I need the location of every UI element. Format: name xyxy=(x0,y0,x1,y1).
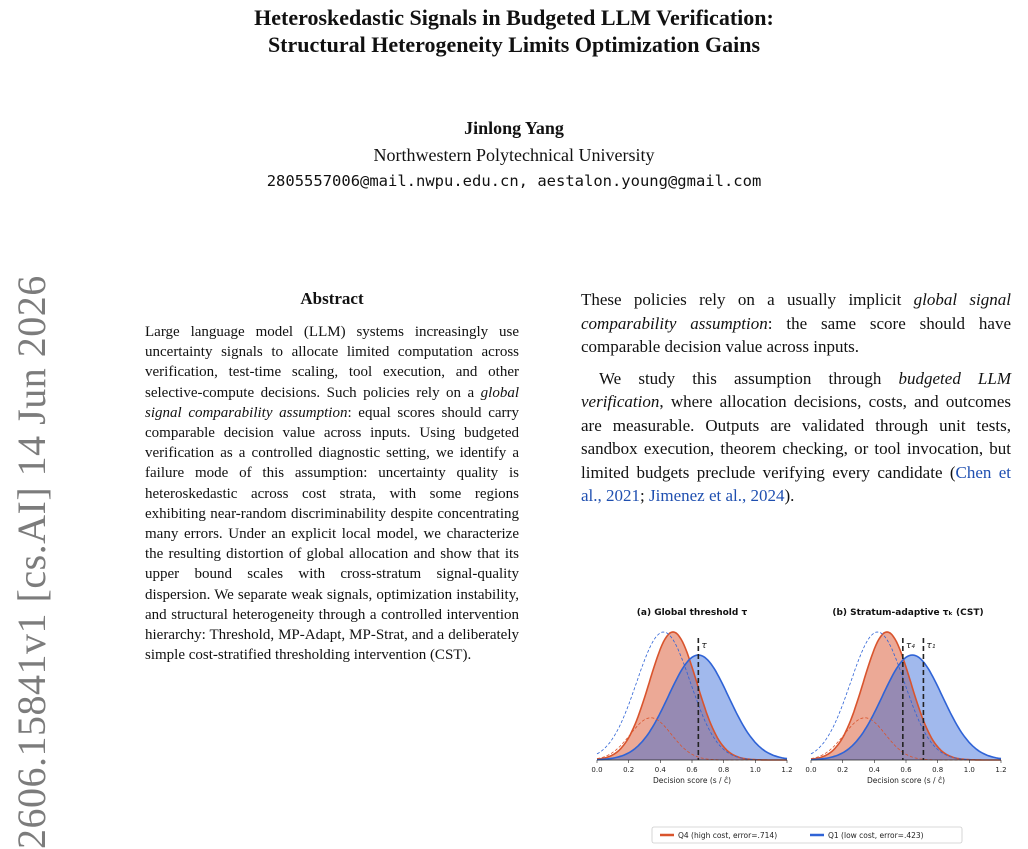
intro-emphasis-2: budgeted LLM verification xyxy=(581,368,1011,411)
intro-text-2b: , where allocation decisions, costs, and outcomes are measurable. Outputs are validated through unit tests, sandbox execution, theorem checking, or tool invocation, but limited budgets preclude verifying every candidate ( xyxy=(581,392,1011,482)
panel-a-xtick-label: 0.8 xyxy=(718,766,730,774)
panel-b-x-label: Decision score (s / ĉ) xyxy=(866,776,946,785)
author-emails: 2805557006@mail.nwpu.edu.cn, aestalon.young@gmail.com xyxy=(266,172,762,190)
intro-text-2c: ). xyxy=(784,486,795,505)
abstract-text-1: Large language model (LLM) systems increasingly use uncertainty signals to allocate limited computation across verification, test-time scaling, tool execution, and other selective-compute decisions. Such policies rely on a xyxy=(145,324,519,401)
intro-text-2a: We study this assumption through xyxy=(599,368,899,388)
intro-paragraph-1 xyxy=(581,288,1011,359)
panel-a-xtick-label: 0.2 xyxy=(623,766,635,774)
abstract-heading: Abstract xyxy=(300,289,364,308)
intro-emphasis-1: global signal comparability assumption xyxy=(581,290,1011,333)
panel-a-xtick-label: 0.4 xyxy=(654,766,666,774)
intro-column xyxy=(581,288,1011,508)
panel-a-xtick-label: 1.0 xyxy=(749,766,761,774)
panel-b-threshold-label: τ₁ xyxy=(926,641,936,651)
affiliation: Northwestern Polytechnical University xyxy=(373,145,655,165)
abstract-paragraph xyxy=(145,322,519,665)
intro-text-1b: : the same score should have comparable decision value across inputs. xyxy=(581,313,1011,356)
abstract-emphasis: global signal comparability assumption xyxy=(145,384,519,421)
intro-paragraph-2 xyxy=(581,367,1011,508)
panel-a-xtick-label: 0.6 xyxy=(686,766,698,774)
citation-jimenez-2024[interactable]: Jimenez et al., 2024 xyxy=(649,486,785,505)
citation-chen-2021[interactable]: Chen et al., 2021 xyxy=(581,462,1011,505)
panel-b-xtick-label: 0.0 xyxy=(805,766,817,774)
panel-b-xtick-label: 1.2 xyxy=(995,766,1007,774)
arxiv-stamp: 2606.15841v1 [cs.AI] 14 Jun 2026 xyxy=(9,275,54,849)
panel-a-xtick-label: 1.2 xyxy=(781,766,793,774)
citation-separator: ; xyxy=(640,486,650,505)
figure-score-distributions xyxy=(588,608,1018,840)
panel-b-plot xyxy=(805,632,1006,785)
panel-b-xtick-label: 0.8 xyxy=(932,766,944,774)
panel-a-plot xyxy=(591,632,792,785)
paper-title xyxy=(0,4,1028,58)
legend-q1-label: Q1 (low cost, error=.423) xyxy=(828,831,924,840)
abstract-text-2: : equal scores should carry comparable decision value across inputs. Using budgeted verification as a controlled diagnostic setting, we identify a failure mode of this assumption: uncertainty quality is heteroskedastic across cost strata, with some regions exhibiting near-random discriminability despite concentrating many errors. Under an explicit local model, we characterize the resulting distortion of global allocation and show that its upper bound scales with cross-stratum signal-quality dispersion. We separate weak signals, optimization instability, and structural heterogeneity through a controlled intervention hierarchy: Threshold, MP-Adapt, MP-Strat, and a deliberately simple cost-stratified thresholding intervention (CST). xyxy=(145,404,519,664)
figure-legend xyxy=(652,827,962,843)
panel-b-xtick-label: 0.2 xyxy=(837,766,849,774)
panel-b-xtick-label: 0.6 xyxy=(900,766,912,774)
title-line-1: Heteroskedastic Signals in Budgeted LLM Verification: xyxy=(254,5,774,30)
panel-a-threshold-label: τ xyxy=(701,641,707,651)
author-name: Jinlong Yang xyxy=(464,118,564,138)
panel-a-xtick-label: 0.0 xyxy=(591,766,603,774)
panel-a-x-label: Decision score (s / ĉ) xyxy=(652,776,732,785)
panel-b-xtick-label: 1.0 xyxy=(963,766,975,774)
panel-b-title: (b) Stratum-adaptive τₖ (CST) xyxy=(832,608,984,618)
abstract-body xyxy=(145,322,519,849)
title-line-2: Structural Heterogeneity Limits Optimization Gains xyxy=(267,32,761,57)
intro-text-1a: These policies rely on a usually implicit xyxy=(581,290,914,309)
legend-q4-label: Q4 (high cost, error=.714) xyxy=(678,831,778,840)
panel-b-threshold-label: τ₄ xyxy=(905,641,915,651)
panel-a-title: (a) Global threshold τ xyxy=(636,608,748,618)
panel-b-xtick-label: 0.4 xyxy=(868,766,880,774)
